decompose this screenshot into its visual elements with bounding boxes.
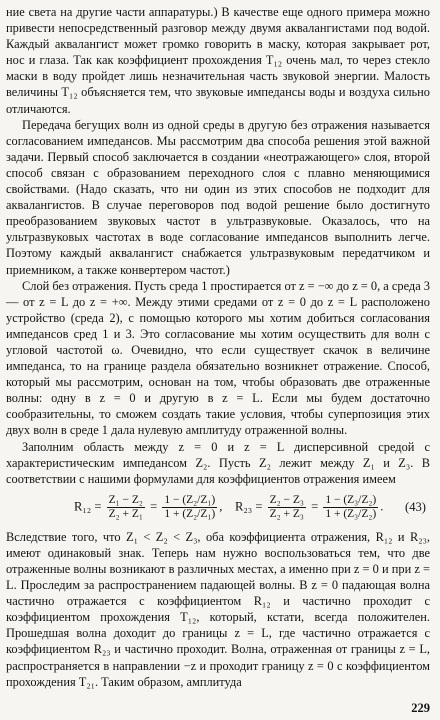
paragraph-nonreflecting-layer: Слой без отражения. Пусть среда 1 простирается от z = −∞ до z = 0, а среда 3 — от z = L до z = +∞. Между этими средами от z = 0 до z = L расположено устройство (среда 2), с помощью которого мы хотим добиться согласования импедансов сред 1 и 3. Это согласование мы хотим осуществить для волн с угловой частотой ω. Очевидно, что если существует скачок в величине импеданса, то на границе раздела обязательно возникнет отражение. Способ, который мы рассмотрим, основан на том, чтобы образовать две отраженные волны: одну в z = 0 и другую в z = L. Если мы будем достаточно сообразительны, то сможем создать такие условия, чтобы суперпозиция этих двух волн в среде 1 дала нулевую амплитуду отраженной волны.	[6, 278, 431, 438]
r12-label: R₁₂ =	[74, 499, 102, 514]
paragraph-reflection-analysis: Вследствие того, что Z₁ < Z₂ < Z₃, оба коэффициента отражения, R₁₂ и R₂₃, имеют одинаковый знак. Теперь нам нужно воспользоваться тем, что две отраженные волны возникают в различных местах, а именно при z = 0 и при z = L. Проследим за распространением падающей волны. В z = 0 падающая волна частично отражается с коэффициентом R₁₂ и частично проходит с коэффициентом прохождения T₁₂, который, кстати, всегда положителен. Прошедшая волна доходит до границы z = L, где частично отражается с коэффициентом R₂₃ и частично проходит. Волна, отраженная от границы z = L, распространяется в направлении −z и проходит границу z = 0 с коэффициентом прохождения T₂₁. Таким образом, амплитуда	[6, 529, 430, 689]
equals-sign: =	[150, 499, 158, 514]
fraction-numerator: Z₂ − Z₃	[269, 494, 304, 507]
paragraph-intro: ние света на другие части аппаратуры.) В качестве еще одного примера можно привести непосредственный разговор между двумя аквалангистами под водой. Каждый аквалангист может громко говорить в маску, которая закрывает рот, нос и глаза. Так как коэффициент прохождения T₁₂ очень мал, то через стекло маски в воду пройдет лишь незначительная часть звуковой энергии. Малость величины T₁₂ объясняется тем, что звуковые импедансы воды и воздуха сильно отличаются.	[6, 5, 430, 116]
equation-expression	[74, 494, 383, 521]
fraction-r23-ratio	[323, 494, 378, 521]
fraction-denominator: 1 + (Z₂/Z₁)	[164, 508, 216, 521]
fraction-r12-ratio	[162, 494, 217, 521]
period: .	[380, 499, 384, 514]
fraction-r12-direct	[107, 494, 145, 521]
fraction-numerator: 1 − (Z₃/Z₂)	[325, 494, 377, 507]
fraction-numerator: Z₁ − Z₂	[108, 494, 143, 507]
equation-43	[6, 490, 430, 526]
paragraph-impedance-matching: Передача бегущих волн из одной среды в другую без отражения называется согласованием импедансов. Мы рассмотрим два способа решения этой важной задачи. Первый способ заключается в создании «неотражающего» слоя, второй способ связан с образованием переходного слоя с плавно меняющимися свойствами. (Надо сказать, что ни один из этих способов не подходит для аквалангистов. В случае переговоров под водой решение было достигнуто преобразованием звуковых частот в ультразвуковые. Оказалось, что на ультразвуковых частотах в воде согласование импедансов выполнить легче. Поэтому каждый аквалангист снабжается ультразвуковым передатчиком и приемником, а также конвертером частот.)	[6, 117, 430, 277]
fraction-numerator: 1 − (Z₂/Z₁)	[164, 494, 216, 507]
fraction-denominator: Z₂ + Z₃	[269, 508, 304, 521]
fraction-denominator: 1 + (Z₃/Z₂)	[325, 508, 377, 521]
equals-sign: =	[311, 499, 319, 514]
fraction-denominator: Z₂ + Z₁	[108, 508, 143, 521]
page-number: 229	[411, 701, 430, 715]
paragraph-dispersive-medium: Заполним область между z = 0 и z = L дисперсивной средой с характеристическим импедансом Z₂. Пусть Z₂ лежит между Z₁ и Z₃. В соответствии с нашими формулами для коэффициентов отражения имеем	[6, 439, 430, 486]
fraction-r23-direct	[268, 494, 306, 521]
r23-label: R₂₃ =	[235, 499, 263, 514]
comma: ,	[219, 499, 223, 514]
equation-number: (43)	[405, 500, 426, 515]
